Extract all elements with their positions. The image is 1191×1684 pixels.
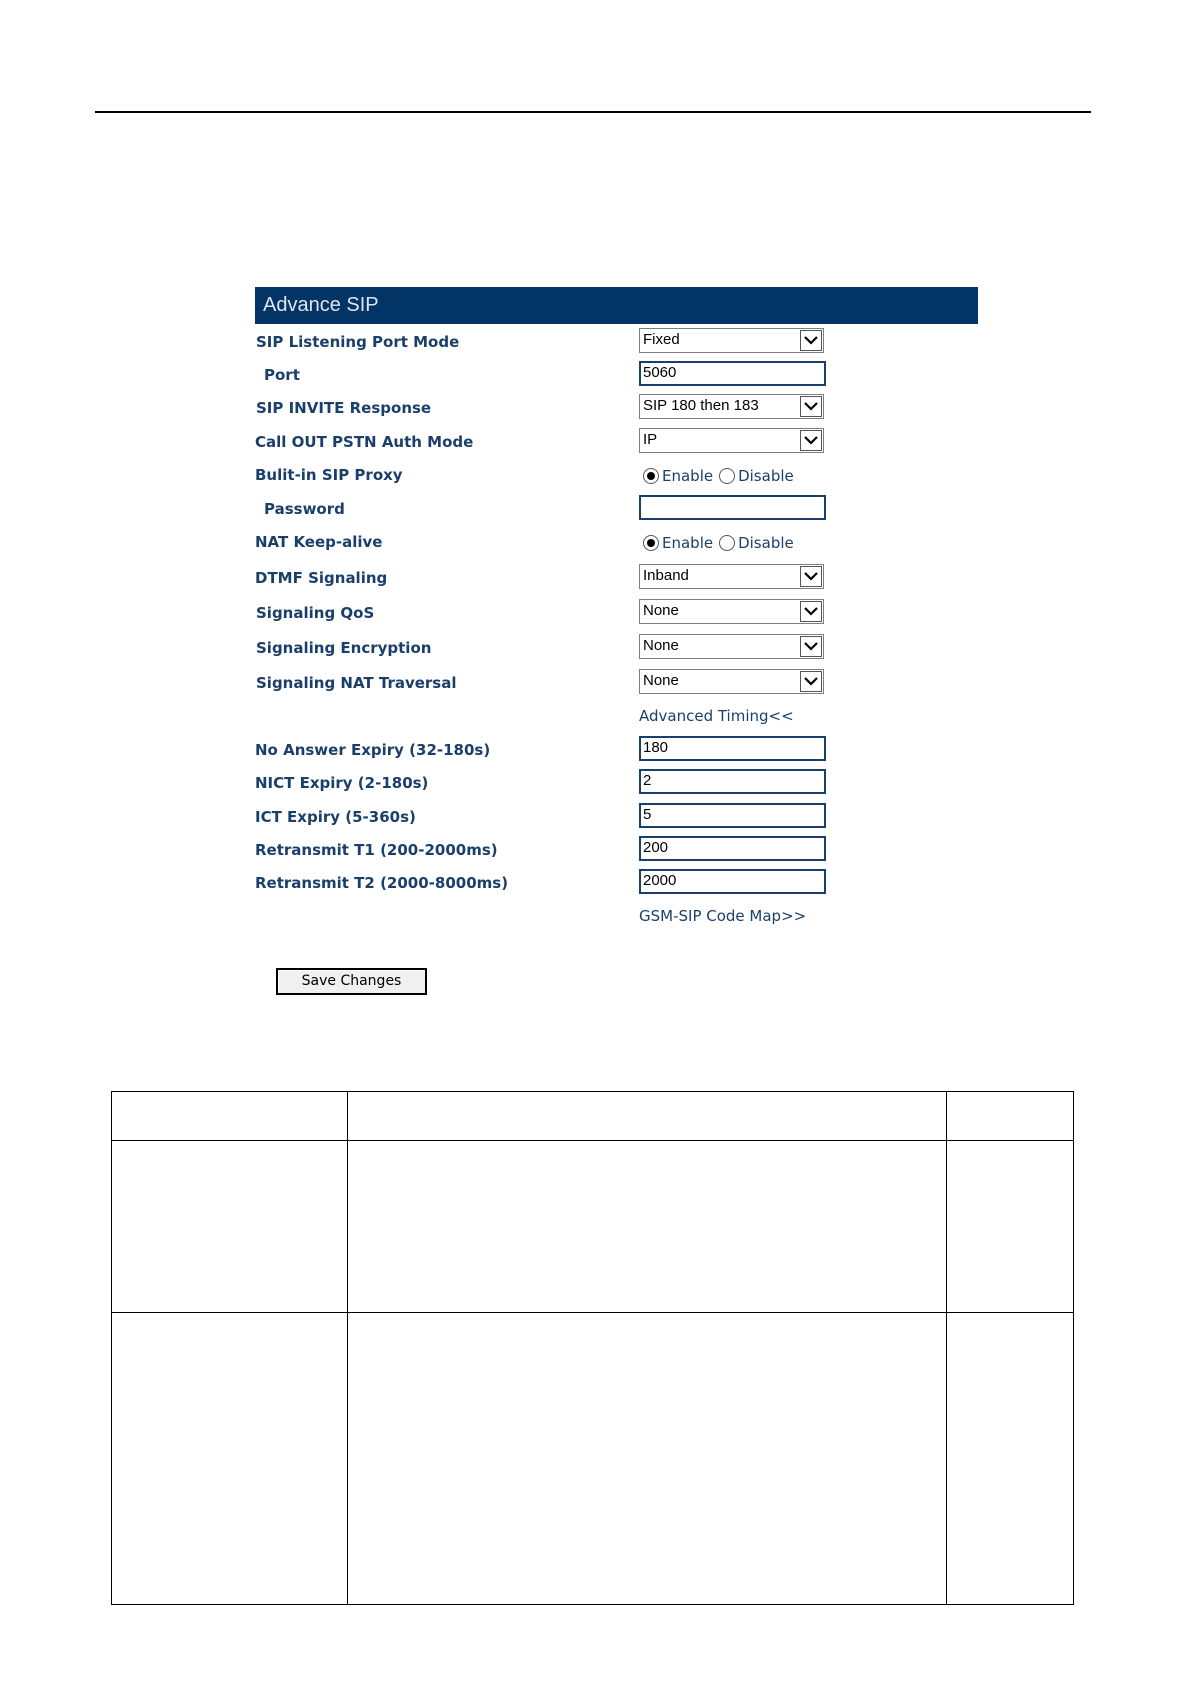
nat-traversal-value: None bbox=[643, 672, 679, 689]
no-answer-expiry-label: No Answer Expiry (32-180s) bbox=[255, 741, 491, 759]
chevron-down-icon[interactable] bbox=[800, 636, 822, 657]
chevron-down-icon[interactable] bbox=[800, 671, 822, 692]
nat-keepalive-disable-radio[interactable] bbox=[719, 535, 735, 551]
qos-select[interactable] bbox=[639, 599, 824, 624]
nat-keepalive-enable-radio[interactable] bbox=[643, 535, 659, 551]
save-changes-button[interactable]: Save Changes bbox=[276, 968, 427, 995]
no-answer-expiry-input[interactable] bbox=[639, 736, 826, 761]
nat-keepalive-disable-label: Disable bbox=[738, 534, 794, 552]
chevron-down-icon[interactable] bbox=[800, 601, 822, 622]
retransmit-t1-label: Retransmit T1 (200-2000ms) bbox=[255, 841, 498, 859]
gsm-sip-code-map-link[interactable]: GSM-SIP Code Map>> bbox=[639, 907, 807, 925]
auth-mode-value: IP bbox=[643, 431, 658, 448]
chevron-down-icon[interactable] bbox=[800, 330, 822, 351]
nict-expiry-input[interactable] bbox=[639, 769, 826, 794]
retransmit-t1-input[interactable] bbox=[639, 836, 826, 861]
dtmf-select[interactable] bbox=[639, 564, 824, 589]
qos-value: None bbox=[643, 602, 679, 619]
builtin-proxy-enable-label: Enable bbox=[662, 467, 714, 485]
retransmit-t2-input[interactable] bbox=[639, 869, 826, 894]
password-input[interactable] bbox=[639, 495, 826, 520]
no-answer-expiry-value: 180 bbox=[643, 739, 669, 756]
retransmit-t2-label: Retransmit T2 (2000-8000ms) bbox=[255, 874, 509, 892]
qos-label: Signaling QoS bbox=[256, 604, 375, 622]
builtin-proxy-disable-label: Disable bbox=[738, 467, 794, 485]
nat-keepalive-radio-group bbox=[643, 534, 800, 552]
builtin-proxy-label: Bulit-in SIP Proxy bbox=[255, 466, 403, 484]
table-header-divider bbox=[112, 1140, 1073, 1141]
encryption-value: None bbox=[643, 637, 679, 654]
auth-mode-label: Call OUT PSTN Auth Mode bbox=[255, 433, 474, 451]
encryption-select[interactable] bbox=[639, 634, 824, 659]
table-column-divider bbox=[347, 1092, 348, 1604]
page-top-rule bbox=[95, 111, 1091, 113]
port-input[interactable] bbox=[639, 361, 826, 386]
nat-traversal-label: Signaling NAT Traversal bbox=[256, 674, 457, 692]
port-value: 5060 bbox=[643, 364, 677, 381]
dtmf-value: Inband bbox=[643, 567, 689, 584]
invite-response-value: SIP 180 then 183 bbox=[643, 397, 759, 414]
ict-expiry-value: 5 bbox=[643, 806, 652, 823]
chevron-down-icon[interactable] bbox=[800, 396, 822, 417]
invite-response-select[interactable] bbox=[639, 394, 824, 419]
password-label: Password bbox=[264, 500, 345, 518]
dtmf-label: DTMF Signaling bbox=[255, 569, 388, 587]
listening-port-mode-label: SIP Listening Port Mode bbox=[256, 333, 460, 351]
builtin-proxy-disable-radio[interactable] bbox=[719, 468, 735, 484]
nict-expiry-value: 2 bbox=[643, 772, 652, 789]
nict-expiry-label: NICT Expiry (2-180s) bbox=[255, 774, 429, 792]
parameter-table bbox=[111, 1091, 1074, 1605]
retransmit-t1-value: 200 bbox=[643, 839, 669, 856]
table-row-divider bbox=[112, 1312, 1073, 1313]
ict-expiry-label: ICT Expiry (5-360s) bbox=[255, 808, 416, 826]
port-label: Port bbox=[264, 366, 300, 384]
nat-traversal-select[interactable] bbox=[639, 669, 824, 694]
listening-port-mode-select[interactable] bbox=[639, 328, 824, 353]
chevron-down-icon[interactable] bbox=[800, 566, 822, 587]
retransmit-t2-value: 2000 bbox=[643, 872, 677, 889]
listening-port-mode-value: Fixed bbox=[643, 331, 680, 348]
encryption-label: Signaling Encryption bbox=[256, 639, 432, 657]
panel-title: Advance SIP bbox=[255, 287, 978, 324]
invite-response-label: SIP INVITE Response bbox=[256, 399, 432, 417]
auth-mode-select[interactable] bbox=[639, 428, 824, 453]
table-column-divider bbox=[946, 1092, 947, 1604]
nat-keepalive-label: NAT Keep-alive bbox=[255, 533, 383, 551]
builtin-proxy-enable-radio[interactable] bbox=[643, 468, 659, 484]
builtin-proxy-radio-group bbox=[643, 467, 800, 485]
ict-expiry-input[interactable] bbox=[639, 803, 826, 828]
nat-keepalive-enable-label: Enable bbox=[662, 534, 714, 552]
chevron-down-icon[interactable] bbox=[800, 430, 822, 451]
advanced-timing-link[interactable]: Advanced Timing<< bbox=[639, 707, 794, 725]
